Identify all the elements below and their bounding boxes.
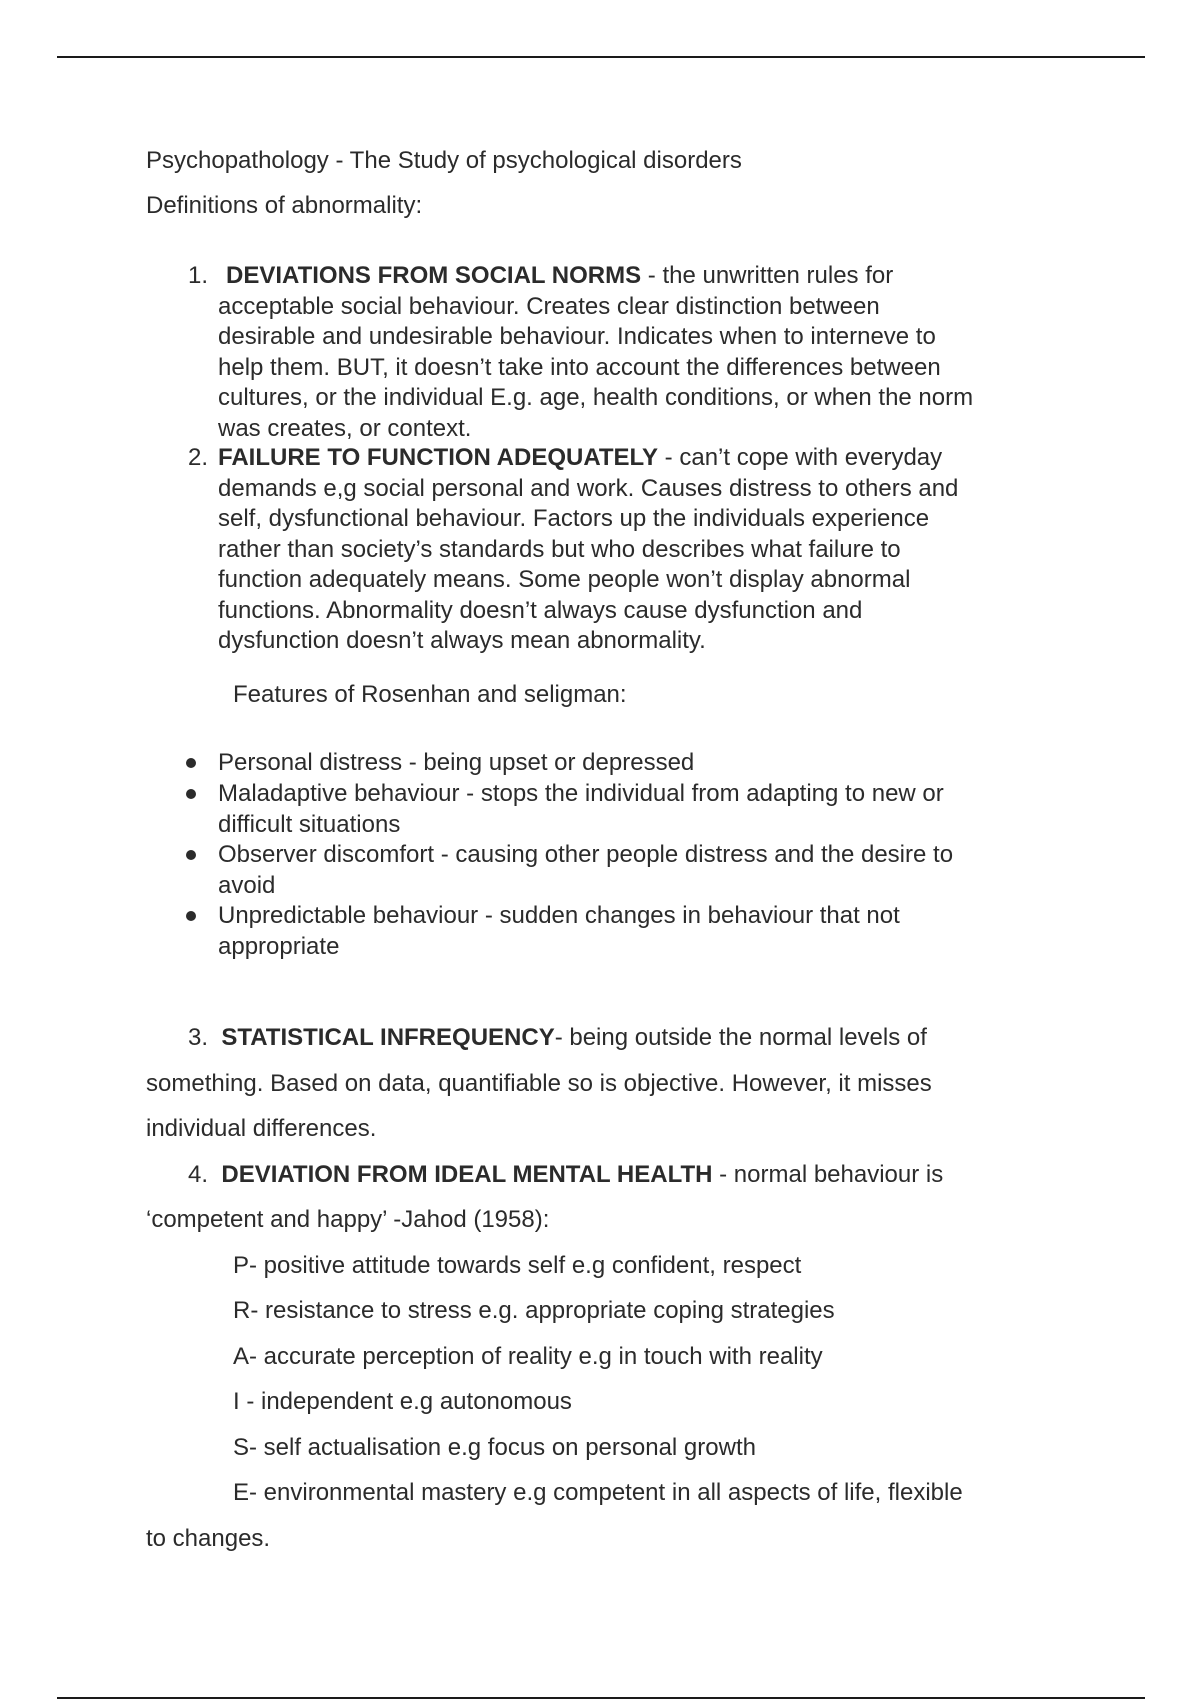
bullet-icon <box>186 758 196 768</box>
text-line: Maladaptive behaviour - stops the individual from adapting to new or <box>218 780 944 807</box>
text-line: - being outside the normal levels of <box>554 1024 927 1051</box>
header-rule <box>57 56 1145 58</box>
prisme-line: I - independent e.g autonomous <box>233 1388 572 1415</box>
text-line: demands e,g social personal and work. Causes distress to others and <box>218 474 959 502</box>
text-line: was creates, or context. <box>218 414 472 442</box>
prisme-tail: to changes. <box>146 1525 271 1552</box>
text-line: - normal behaviour is <box>712 1161 944 1188</box>
bullet-text <box>218 779 944 840</box>
text-line: individual differences. <box>146 1115 377 1142</box>
text-line: cultures, or the individual E.g. age, health conditions, or when the norm <box>218 384 974 411</box>
list-heading: FAILURE TO FUNCTION ADEQUATELY <box>218 444 659 471</box>
bullet-text <box>218 748 694 779</box>
list-number: 1. <box>187 262 208 289</box>
prisme-line: S- self actualisation e.g focus on personal growth <box>233 1434 756 1461</box>
footer-rule <box>57 1697 1145 1699</box>
text-line: functions. Abnormality doesn’t always cause dysfunction and <box>218 596 863 624</box>
list-number: 3. <box>188 1024 209 1051</box>
bullet-icon <box>186 911 196 921</box>
text-line: self, dysfunctional behaviour. Factors up the individuals experience <box>218 505 930 532</box>
list-number: 4. <box>188 1161 209 1188</box>
bullet-text <box>218 901 900 962</box>
prisme-line: P- positive attitude towards self e.g confident, respect <box>233 1252 802 1279</box>
bullet-text <box>218 840 953 901</box>
text-line: rather than society’s standards but who describes what failure to <box>218 535 901 563</box>
list-heading: DEVIATION FROM IDEAL MENTAL HEALTH <box>221 1161 713 1188</box>
text-line: avoid <box>218 871 276 899</box>
section-subtitle: Definitions of abnormality: <box>146 192 423 219</box>
list-heading: STATISTICAL INFREQUENCY <box>221 1024 555 1051</box>
features-heading: Features of Rosenhan and seligman: <box>233 681 627 708</box>
bullet-icon <box>186 850 196 860</box>
text-line: Observer discomfort - causing other people distress and the desire to <box>218 841 954 868</box>
list-heading: DEVIATIONS FROM SOCIAL NORMS <box>226 262 642 289</box>
item-first-line <box>188 1160 943 1190</box>
text-line: - can’t cope with everyday <box>658 444 943 471</box>
text-line: Unpredictable behaviour - sudden changes in behaviour that not <box>218 902 900 929</box>
text-line: difficult situations <box>218 810 401 838</box>
item-first-line <box>188 1023 927 1053</box>
list-number: 2. <box>187 444 208 471</box>
text-line: - the unwritten rules for <box>641 262 894 289</box>
bullet-icon <box>186 789 196 799</box>
text-line: help them. BUT, it doesn’t take into account the differences between <box>218 353 941 381</box>
prisme-line: E- environmental mastery e.g competent in all aspects of life, flexible <box>233 1479 963 1506</box>
text-line: function adequately means. Some people won’t display abnormal <box>218 566 911 593</box>
document-title: Psychopathology - The Study of psychological disorders <box>146 147 742 174</box>
list-item-text <box>218 443 958 657</box>
list-item-text <box>218 261 973 444</box>
text-line: Personal distress - being upset or depressed <box>218 749 695 776</box>
text-line: acceptable social behaviour. Creates clear distinction between <box>218 292 880 320</box>
text-line: something. Based on data, quantifiable so is objective. However, it misses <box>146 1070 932 1097</box>
prisme-line: R- resistance to stress e.g. appropriate coping strategies <box>233 1297 835 1324</box>
text-line: desirable and undesirable behaviour. Indicates when to interneve to <box>218 323 936 350</box>
text-line: dysfunction doesn’t always mean abnormality. <box>218 627 706 654</box>
text-line: ‘competent and happy’ -Jahod (1958): <box>146 1206 550 1233</box>
text-line: appropriate <box>218 932 340 960</box>
prisme-line: A- accurate perception of reality e.g in touch with reality <box>233 1343 823 1370</box>
